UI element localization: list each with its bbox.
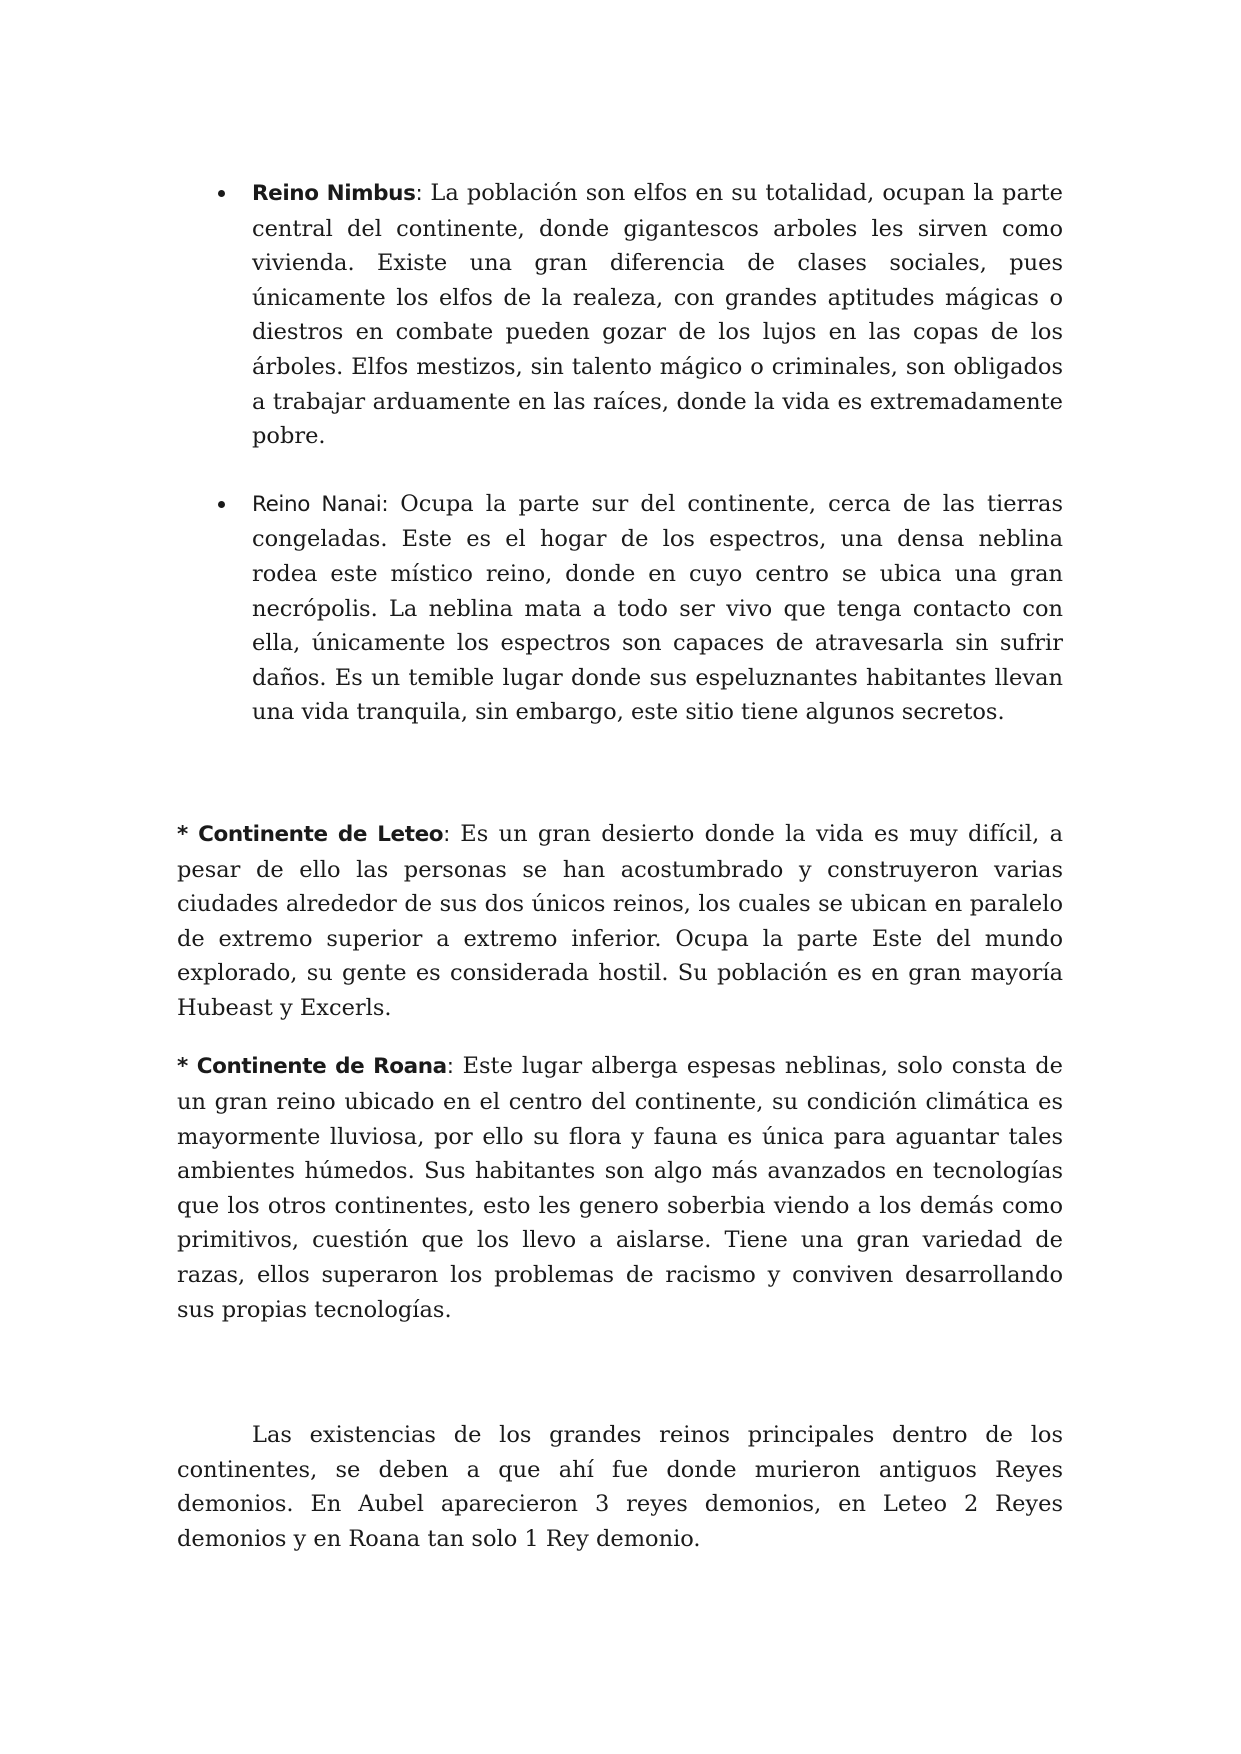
- kingdom-label: Reino Nimbus: [252, 181, 416, 206]
- label-separator: :: [443, 821, 451, 847]
- bullet-icon: [218, 190, 225, 197]
- closing-paragraph: Las existencias de los grandes reinos principales dentro de los continentes, se deben a que ahí fue donde murieron antiguos Reyes demonios. En Aubel aparecieron 3 reyes demonios, en Leteo 2 Reyes demonios y en Roana tan solo 1 Rey demonio.: [177, 1422, 1063, 1552]
- kingdom-description: Ocupa la parte sur del continente, cerca de las tierras congeladas. Este es el hogar de los espectros, una densa neblina rodea este místico reino, donde en cuyo centro se ubica una gran necrópolis. La neblina mata a todo ser vivo que tenga contacto con ella, únicamente los espectros son capaces de atravesarla sin sufrir daños. Es un temible lugar donde sus espeluznantes habitantes llevan una vida tranquila, sin embargo, este sitio tiene algunos secretos.: [252, 490, 1064, 726]
- paragraph-reino-nimbus: [252, 176, 1063, 454]
- list-item-reino-nanai: [177, 487, 1063, 730]
- kingdom-description: La población son elfos en su totalidad, ocupan la parte central del continente, donde gigantescos arboles les sirven como vivienda. Existe una gran diferencia de clases sociales, pues únicamente los elfos de la realeza, con grandes aptitudes mágicas o diestros en combate pueden gozar de los lujos en las copas de los árboles. Elfos mestizos, sin talento mágico o criminales, son obligados a trabajar arduamente en las raíces, donde la vida es extremadamente pobre.: [252, 180, 1063, 450]
- list-item-reino-nimbus: [177, 176, 1063, 454]
- bullet-icon: [218, 501, 225, 508]
- paragraph-continente-leteo: [177, 817, 1063, 1026]
- label-separator: :: [415, 181, 423, 206]
- kingdom-list: [177, 176, 1063, 730]
- continent-description: Es un gran desierto donde la vida es muy difícil, a pesar de ello las personas se han acostumbrado y construyeron varias ciudades alrededor de sus dos únicos reinos, los cuales se ubican en paralelo de extremo superior a extremo inferior. Ocupa la parte Este del mundo explorado, su gente es considerada hostil. Su población es en gran mayoría Hubeast y Excerls.: [177, 820, 1063, 1021]
- paragraph-continente-roana: [177, 1049, 1063, 1327]
- label-separator: :: [446, 1054, 454, 1080]
- paragraph-reino-nanai: [252, 487, 1063, 730]
- continent-description: Este lugar alberga espesas neblinas, solo consta de un gran reino ubicado en el centro del continente, su condición climática es mayormente lluviosa, por ello su flora y fauna es única para aguantar tales ambientes húmedos. Sus habitantes son algo más avanzados en tecnologías que los otros continentes, esto les genero soberbia viendo a los demás como primitivos, cuestión que los llevo a aislarse. Tiene una gran variedad de razas, ellos superaron los problemas de racismo y conviven desarrollando sus propias tecnologías.: [177, 1053, 1063, 1323]
- continent-label: * Continente de Roana: [177, 1054, 447, 1080]
- label-separator: :: [381, 491, 389, 517]
- document-body: [177, 176, 1063, 1557]
- kingdom-label: Reino Nanai: [252, 491, 382, 517]
- continent-label: * Continente de Leteo: [177, 821, 444, 847]
